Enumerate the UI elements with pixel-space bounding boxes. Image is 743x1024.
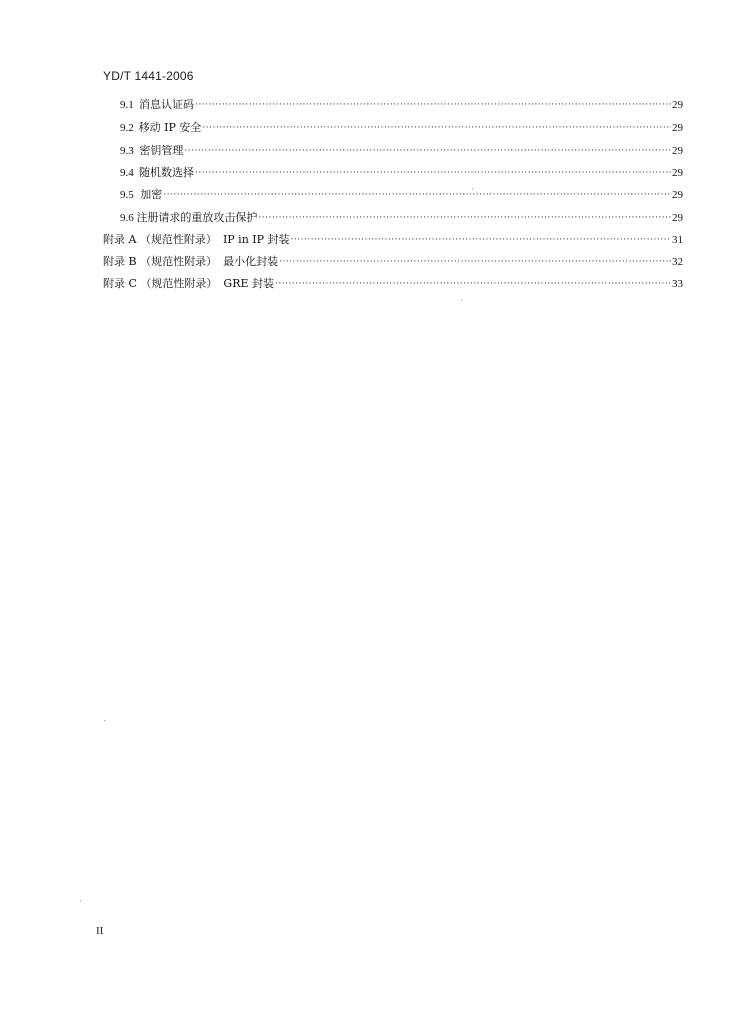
toc-leader-dots	[279, 255, 671, 269]
toc-leader-dots	[202, 121, 671, 135]
toc-leader-dots	[184, 144, 671, 158]
toc-entry-9-1[interactable]	[120, 98, 683, 112]
toc-entry-number: 9.4	[120, 167, 134, 179]
toc-entry-page: 29	[672, 99, 683, 111]
toc-entry-title: 消息认证码	[138, 98, 194, 111]
toc-entry-number: 9.2	[120, 122, 134, 134]
scan-speck	[461, 300, 462, 301]
toc-entry-9-2[interactable]	[120, 121, 683, 135]
toc-entry-title: 加密	[140, 188, 163, 201]
toc-entry-page: 29	[672, 145, 683, 157]
toc-leader-dots	[291, 233, 671, 247]
page-number: II	[96, 925, 104, 937]
toc-entry-annex-b[interactable]	[103, 255, 683, 269]
toc-entry-number: 9.5	[120, 189, 134, 201]
toc-entry-page: 29	[672, 189, 683, 201]
table-of-contents	[0, 0, 743, 300]
toc-leader-dots	[275, 277, 671, 291]
standard-code-header: YD/T 1441-2006	[103, 69, 194, 83]
toc-entry-page: 29	[672, 212, 683, 224]
scan-speck	[80, 900, 81, 901]
toc-entry-title: GRE 封装	[223, 277, 275, 290]
toc-entry-title: 密钥管理	[139, 144, 184, 157]
toc-entry-number: 9.1	[120, 99, 134, 111]
toc-entry-9-5[interactable]	[120, 188, 683, 202]
toc-entry-9-6[interactable]	[120, 211, 683, 225]
toc-entry-page: 29	[672, 122, 683, 134]
toc-leader-dots	[163, 188, 671, 202]
toc-annex-prefix: 附录 C （规范性附录）	[103, 277, 218, 290]
toc-entry-annex-c[interactable]	[103, 277, 683, 291]
toc-entry-title: 移动 IP 安全	[138, 121, 202, 134]
toc-entry-page: 32	[672, 256, 683, 268]
toc-entry-title: 随机数选择	[138, 166, 194, 179]
toc-entry-title: 最小化封装	[223, 255, 279, 268]
scan-speck	[104, 720, 105, 721]
toc-entry-title: IP in IP 封装	[222, 233, 290, 246]
toc-entry-number: 9.6	[120, 212, 134, 224]
toc-entry-page: 31	[672, 234, 683, 246]
toc-entry-page: 33	[672, 278, 683, 290]
toc-entry-9-4[interactable]	[120, 166, 683, 180]
toc-leader-dots	[258, 211, 671, 225]
toc-entry-annex-a[interactable]	[103, 233, 683, 247]
toc-entry-9-3[interactable]	[120, 144, 683, 158]
toc-leader-dots	[195, 98, 671, 112]
toc-entry-title: 注册请求的重放攻击保护	[136, 211, 258, 224]
toc-leader-dots	[195, 166, 671, 180]
toc-annex-prefix: 附录 A （规范性附录）	[103, 233, 217, 246]
toc-entry-number: 9.3	[120, 145, 134, 157]
toc-annex-prefix: 附录 B （规范性附录）	[103, 255, 218, 268]
toc-entry-page: 29	[672, 167, 683, 179]
scan-speck	[472, 188, 473, 189]
